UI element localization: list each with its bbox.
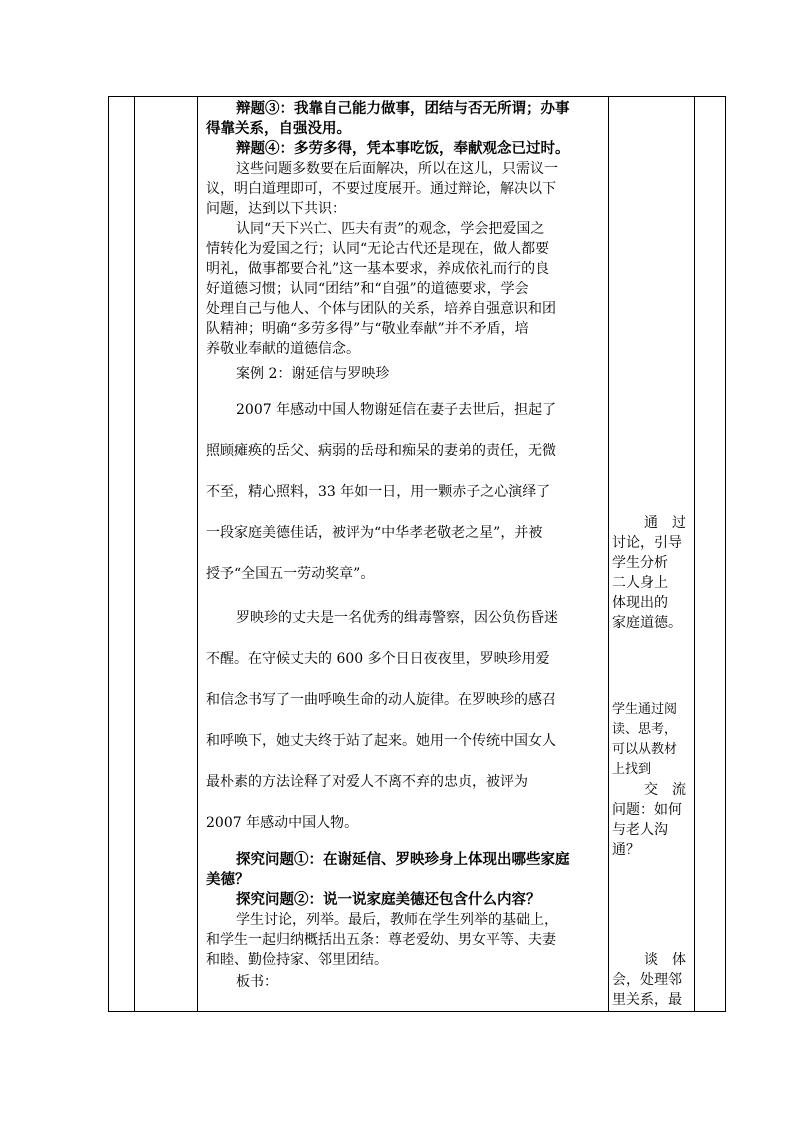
case-text-line: 不醒。在守候丈夫的 600 多个日日夜夜里，罗映珍用爱	[206, 651, 550, 667]
board-writing-label: 板书：	[236, 974, 278, 990]
text-line: 认同“天下兴亡、匹夫有责”的观念，学会把爱国之	[236, 221, 545, 237]
text-line: 和学生一起归纳概括出五条：尊老爱幼、男女平等、夫妻	[206, 932, 556, 948]
case-text-line: 一段家庭美德佳话，被评为“中华孝老敬老之星”，并被	[206, 525, 543, 541]
case-text-line: 照顾瘫痪的岳父、病弱的岳母和痴呆的妻弟的责任，无微	[206, 443, 556, 459]
table-border-top	[108, 96, 726, 97]
text-line: 处理自己与他人、个体与团队的关系，培养自强意识和团	[206, 301, 556, 317]
inquiry-question-1-cont: 美德？	[206, 871, 250, 888]
text-line: 这些问题多数要在后面解决，所以在这儿，只需议一	[236, 161, 558, 177]
debate-topic-4: 辩题④：多劳多得，凭本事吃饭，奉献观念已过时。	[236, 140, 570, 157]
column-divider-1	[134, 96, 135, 1012]
text-line: 和睦、勤俭持家、邻里团结。	[206, 952, 388, 968]
case-text-line: 授予“全国五一劳动奖章”。	[206, 566, 375, 582]
side-note-2: 学生通过阅 读、思考， 可以从教材 上找到 交 流 问题：如何 与老人沟 通？	[612, 702, 686, 858]
case-text-line: 2007 年感动中国人物谢延信在妻子去世后，担起了	[236, 402, 557, 418]
inquiry-question-1: 探究问题①：在谢延信、罗映珍身上体现出哪些家庭	[236, 851, 570, 868]
inquiry-question-2: 探究问题②：说一说家庭美德还包含什么内容？	[236, 891, 541, 908]
debate-topic-3: 辩题③：我靠自己能力做事，团结与否无所谓；办事	[236, 100, 570, 117]
case-text-line: 不至，精心照料，33 年如一日，用一颗赤子之心演绎了	[206, 484, 551, 500]
text-line: 问题，达到以下共识：	[206, 201, 346, 217]
table-border-left	[108, 96, 109, 1012]
table-border-bottom	[108, 1011, 726, 1012]
column-divider-4	[694, 96, 695, 1012]
column-divider-2	[197, 96, 198, 1012]
case-text-line: 和信念书写了一曲呼唤生命的动人旋律。在罗映珍的感召	[206, 692, 556, 708]
case-text-line: 罗映珍的丈夫是一名优秀的缉毒警察，因公负伤昏迷	[236, 610, 558, 626]
case-text-line: 和呼唤下，她丈夫终于站了起来。她用一个传统中国女人	[206, 733, 556, 749]
side-note-1: 通 过 讨论，引导 学生分析 二人身上 体现出的 家庭道德。	[612, 515, 686, 631]
text-line: 明礼，做事都要合礼”这一基本要求，养成依礼而行的良	[206, 261, 550, 277]
text-line: 好道德习惯；认同“团结”和“自强”的道德要求，学会	[206, 281, 529, 297]
text-line: 学生讨论，列举。最后，教师在学生列举的基础上，	[236, 912, 558, 928]
text-line: 议，明白道理即可，不要过度展开。通过辩论，解决以下	[206, 181, 556, 197]
table-border-right	[725, 96, 726, 1012]
text-line: 情转化为爱国之行；认同“无论古代还是现在，做人都要	[206, 241, 550, 257]
case-text-line: 最朴素的方法诠释了对爱人不离不弃的忠贞，被评为	[206, 774, 528, 790]
text-line: 养敬业奉献的道德信念。	[206, 341, 360, 357]
case-text-line: 2007 年感动中国人物。	[206, 815, 359, 831]
side-note-3: 谈 体 会，处理邻 里关系，最	[612, 952, 686, 1008]
debate-topic-3-cont: 得靠关系，自强没用。	[206, 120, 351, 137]
text-line: 队精神；明确“多劳多得”与“敬业奉献”并不矛盾，培	[206, 321, 529, 337]
case-2-heading: 案例 2：谢延信与罗映珍	[236, 366, 390, 382]
